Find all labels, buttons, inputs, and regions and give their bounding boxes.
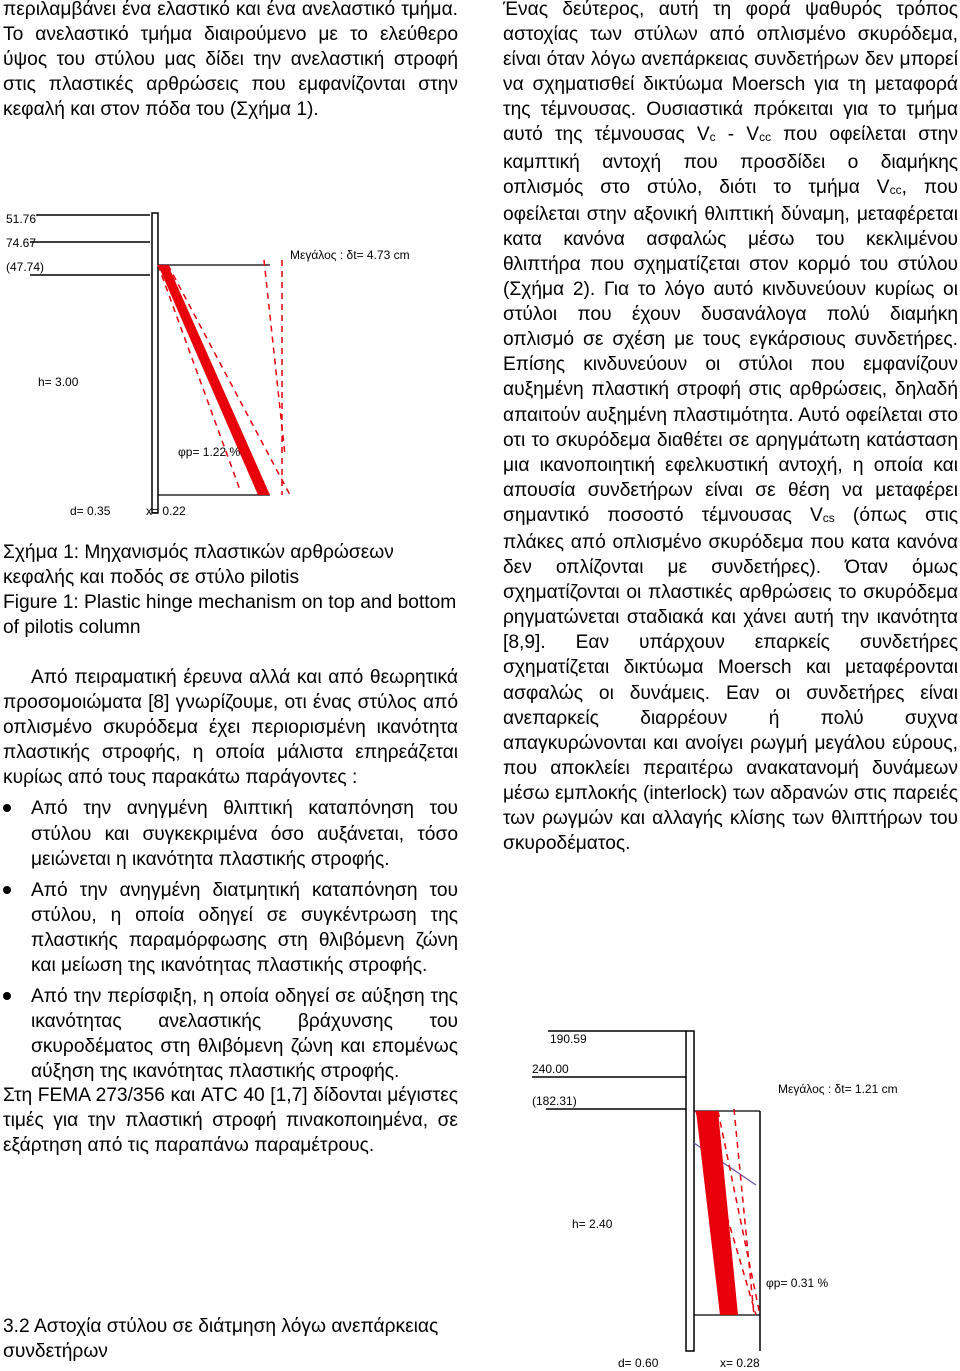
right-column [503,0,958,856]
caption-english: Figure 1: Plastic hinge mechanism on top and bottom of pilotis column [3,592,457,639]
fig1-moment-2: 74.67 [6,236,37,250]
list-item: Από την περίσφιξη, η οποία οδηγεί σε αύξηση της ικανότητας ανελαστικής βράχυνσης του σκυροδέματος στη θλιβόμενη ζώνη και επομένως αύξηση της ικανότητας πλαστικής στροφής. [3,984,458,1084]
right-paragraph: Ένας δεύτερος, αυτή τη φορά ψαθυρός τρόπος αστοχίας των στύλων από οπλισμένο σκυρόδεμα, είναι όταν λόγω ανεπάρκειας συνδετήρων δεν μπορεί να σχηματισθεί δικτύωμα Moersch για τη μεταφορά της τέμνουσας. Ουσιαστικά πρόκειται για το τμήμα αυτό της τέμνουσας $V_c - V_{cc}$ που οφείλεται στην καμπτική αντοχή που προσδίδει ο διαμήκης οπλισμός στο στύλο, διότι το τμήμα $V_{cc}$, που οφείλεται στην αξονική θλιπτική δύναμη, μεταφέρεται κατα κανόνα ασφαλώς μέσω του κεκλιμένου θλιπτήρα που σχηματίζεται στον κορμό του στύλου (Σχήμα 2). Για το λόγο αυτό κινδυνεύουν κυρίως οι στύλοι που έχουν δυσανάλογα πολύ διαμήκη οπλισμό σε σχέση με τους εγκάρσιους συνδετήρες. Επίσης κινδυνεύουν οι στύλοι που εμφανίζουν αυξημένη πλαστική στροφή στις αρθρώσεις, δηλαδή απαιτούν αυξημένη πλαστιμότητα. Αυτό οφείλεται στο οτι το σκυρόδεμα διαθέτει σε αρηγμάτωτη κατάσταση μια ικανοποιητική εφελκυστική αντοχή, η οποία και απουσία συνδετήρων είναι σε θέση να μεταφέρει σημαντικό ποσοστό τέμνουσας $V_{cs}$ (όπως στις πλάκες από οπλισμένο σκυρόδεμα που κατα κανόνα δεν οπλίζονται με συνδετήρες). Όταν όμως σχηματίζονται οι πλαστικές αρθρώσεις το σκυρόδεμα ρηγματώνεται σταδιακά και χάνει αυτή την ικανότητα [8,9]. Εαν υπάρχουν επαρκείς συνδετήρες σχηματίζεται δικτύωμα Moersch και μεταφέρονται ασφαλώς οι δυνάμεις. Εαν οι συνδετήρες είναι ανεπαρκείς διαρρέουν ή πολύ συχνα απαγκυρώνονται και ανοίγει ρωγμή μεγάλου εύρους, που αποκλείει περαιτέρω ανακατανομή δυνάμεων μέσω εμπλοκής (interlock) των αδρανών στις παρειές των ρωγμών και αλλαγής κλίσης των θλιπτήρων του σκυροδέματος. [503,0,959,855]
fig1-drift-label: Μεγάλος : δt= 4.73 cm [290,248,410,262]
section-heading: 3.2 Αστοχία στύλου σε διάτμηση λόγω ανεπάρκειας συνδετήρων [3,1316,439,1363]
fig1-d-label: d= 0.35 [70,504,111,518]
fig1-rotation-label: φp= 1.22 % [178,445,241,459]
left-closing-paragraph: Στη FEMA 273/356 και ATC 40 [1,7] δίδονται μέγιστες τιμές για την πλαστική στροφή πινακοποιημένα, σε εξάρτηση από τις παραπάνω παραμέτρους. [3,1084,458,1156]
caption-greek: Σχήμα 1: Μηχανισμός πλαστικών αρθρώσεων κεφαλής και ποδός σε στύλο pilotis [3,542,394,589]
figure-2-drawing [520,1025,960,1371]
fig2-height-label: h= 2.40 [572,1217,613,1231]
left-intro-paragraph [3,0,458,122]
fig1-moment-3: (47.74) [6,260,45,274]
list-item: Από την ανηγμένη θλιπτική καταπόνηση του στύλου και συγκεκριμένα όσο αυξάνεται, τόσο μειώνεται η ικανότητα πλαστικής στροφής. [3,796,458,871]
factor-list [3,796,458,1084]
fig1-moment-1: 51.76 [6,212,37,226]
left-body [3,665,458,1158]
fig2-moment-3: (182.31) [532,1094,577,1108]
bullet-icon [3,886,11,894]
fig1-x-label: x= 0.22 [146,504,186,518]
fig2-moment-2: 240.00 [532,1062,569,1076]
list-item: Από την ανηγμένη διατμητική καταπόνηση του στύλου, η οποία οδηγεί σε συγκέντρωση της πλαστικής παραμόρφωσης στη θλιβόμενη ζώνη και μείωση της ικανότητας πλαστικής στροφής. [3,878,458,978]
bullet-icon [3,992,11,1000]
fig2-x-label: x= 0.28 [720,1356,760,1370]
fig2-rotation-label: φp= 0.31 % [766,1276,829,1290]
figure-1-caption [3,540,458,640]
left-paragraph: Από πειραματική έρευνα αλλά και από θεωρητικά προσομοιώματα [8] γνωρίζουμε, οτι ένας στύλος από οπλισμένο σκυρόδεμα έχει περιορισμένη ικανότητα πλαστικής στροφής, η οποία μάλιστα επηρεάζεται κυρίως από τους παρακάτω παράγοντες : [3,667,458,789]
figure-2 [520,1025,960,1371]
fig2-d-label: d= 0.60 [618,1356,659,1370]
figure-1-drawing [0,205,460,525]
intro-text: περιλαμβάνει ένα ελαστικό και ένα ανελαστικό τμήμα. Το ανελαστικό τμήμα διαιρούμενο με το ελεύθερο ύψος του στύλου μας δίδει την ανελαστική στροφή στις πλαστικές αρθρώσεις που εμφανίζονται στην κεφαλή και στον πόδα του (Σχήμα 1). [3,0,458,121]
fig1-height-label: h= 3.00 [38,375,79,389]
fig2-moment-1: 190.59 [550,1032,587,1046]
bullet-icon [3,804,11,812]
fig1-deformed-bar [158,265,270,495]
fig2-deformed-bar [696,1111,738,1315]
figure-1 [0,205,460,525]
fig2-drift-label: Μεγάλος : δt= 1.21 cm [778,1082,898,1096]
